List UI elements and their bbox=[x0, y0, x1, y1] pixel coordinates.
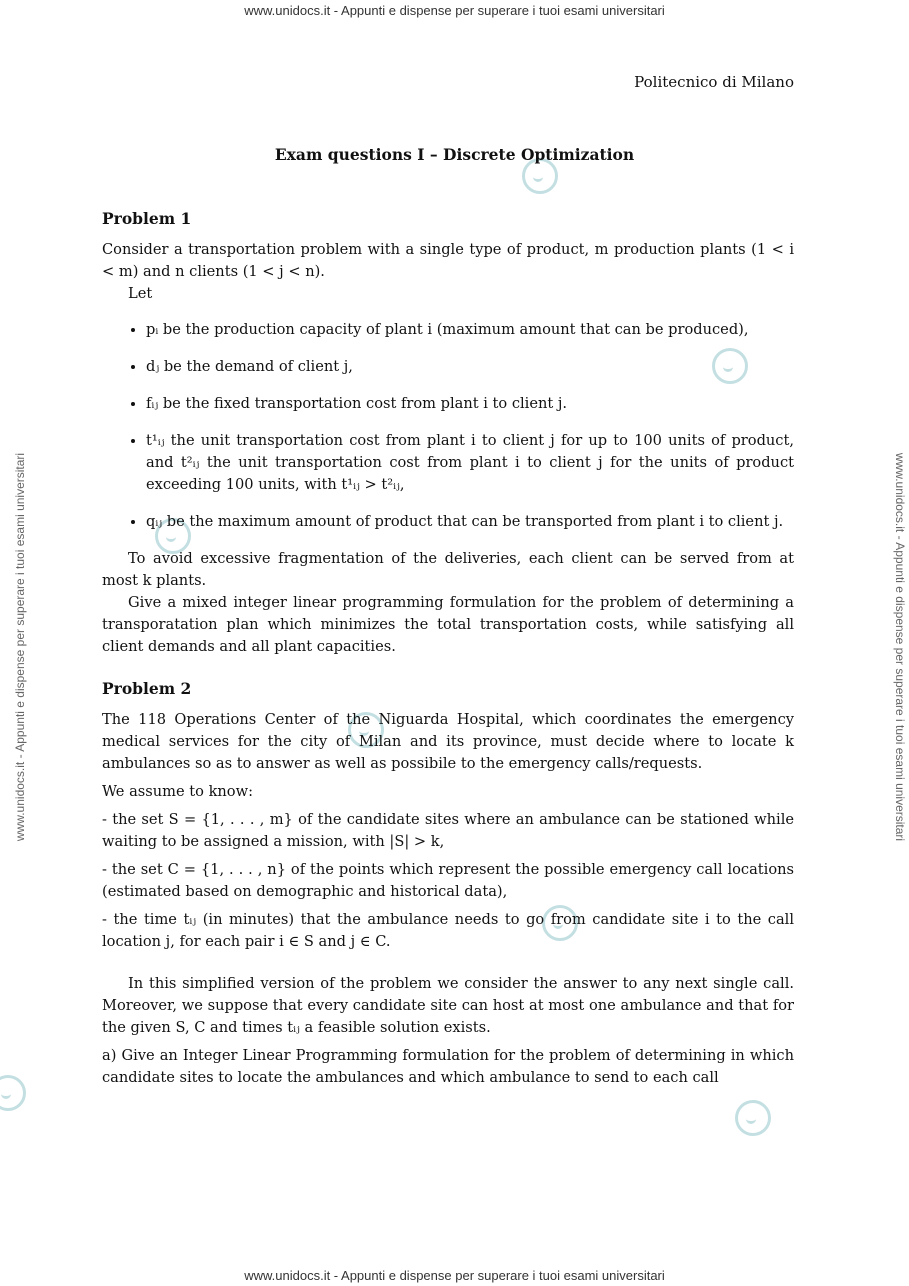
watermark-top: www.unidocs.it - Appunti e dispense per superare i tuoi esami universitari bbox=[244, 3, 665, 18]
list-item: • fᵢⱼ be the fixed transportation cost from plant i to client j. bbox=[146, 393, 794, 415]
list-item: - the set S = {1, . . . , m} of the candidate sites where an ambulance can be stationed while waiting to be assigned a mission, with |S| > k, bbox=[102, 811, 794, 850]
list-item: - the time tᵢⱼ (in minutes) that the ambulance needs to go from candidate site i to the call location j, for each pair i ∈ S and j ∈ C. bbox=[102, 911, 794, 950]
problem-1-paragraph: To avoid excessive fragmentation of the deliveries, each client can be served from at most k plants. bbox=[102, 550, 794, 589]
watermark-right: www.unidocs.it - Appunti e dispense per superare i tuoi esami universitari bbox=[893, 452, 907, 842]
list-item: • qᵢⱼ be the maximum amount of product that can be transported from plant i to client j. bbox=[146, 511, 794, 533]
problem-2-intro: The 118 Operations Center of the Niguarda Hospital, which coordinates the emergency medical services for the city of Milan and its province, must decide where to locate k ambulances so as to answer as well as possibile to the emergency calls/requests. bbox=[102, 711, 794, 772]
list-item: - the set C = {1, . . . , n} of the points which represent the possible emergency call locations (estimated based on demographic and historical data), bbox=[102, 861, 794, 900]
problem-1-heading: Problem 1 bbox=[102, 209, 192, 228]
institution-name: Politecnico di Milano bbox=[634, 73, 794, 91]
watermark-left: www.unidocs.it - Appunti e dispense per superare i tuoi esami universitari bbox=[13, 452, 27, 842]
document-body bbox=[102, 208, 794, 1089]
list-item: • pᵢ be the production capacity of plant i (maximum amount that can be produced), bbox=[146, 319, 794, 341]
problem-2-question-a: a) Give an Integer Linear Programming formulation for the problem of determining in which candidate sites to locate the ambulances and which ambulance to send to each call bbox=[102, 1047, 794, 1086]
problem-2-paragraph: In this simplified version of the problem we consider the answer to any next single call. Moreover, we suppose that every candidate site can host at most one ambulance and that for the given S, C and times tᵢⱼ a feasible solution exists. bbox=[102, 975, 794, 1036]
list-item: • t¹ᵢⱼ the unit transportation cost from plant i to client j for up to 100 units of product, and t²ᵢⱼ the unit transportation cost from plant i to client j for the units of product exceeding 100 units, with t¹ᵢⱼ > t²ᵢⱼ, bbox=[146, 430, 794, 496]
problem-1-intro: Consider a transportation problem with a single type of product, m production plants (1 < i < m) and n clients (1 < j < n). bbox=[102, 241, 794, 280]
problem-1-list bbox=[102, 319, 794, 533]
problem-1-paragraph: Give a mixed integer linear programming formulation for the problem of determining a transporatation plan which minimizes the total transportation costs, while satisfying all client demands and all plant capacities. bbox=[102, 594, 794, 655]
watermark-logo-icon bbox=[735, 1100, 771, 1136]
watermark-logo-icon bbox=[0, 1075, 26, 1111]
list-item: • dⱼ be the demand of client j, bbox=[146, 356, 794, 378]
problem-2-assume: We assume to know: bbox=[102, 783, 254, 800]
page-title: Exam questions I – Discrete Optimization bbox=[274, 145, 635, 164]
problem-1-let: Let bbox=[128, 285, 153, 302]
watermark-bottom: www.unidocs.it - Appunti e dispense per superare i tuoi esami universitari bbox=[244, 1268, 665, 1283]
problem-2-heading: Problem 2 bbox=[102, 679, 192, 698]
